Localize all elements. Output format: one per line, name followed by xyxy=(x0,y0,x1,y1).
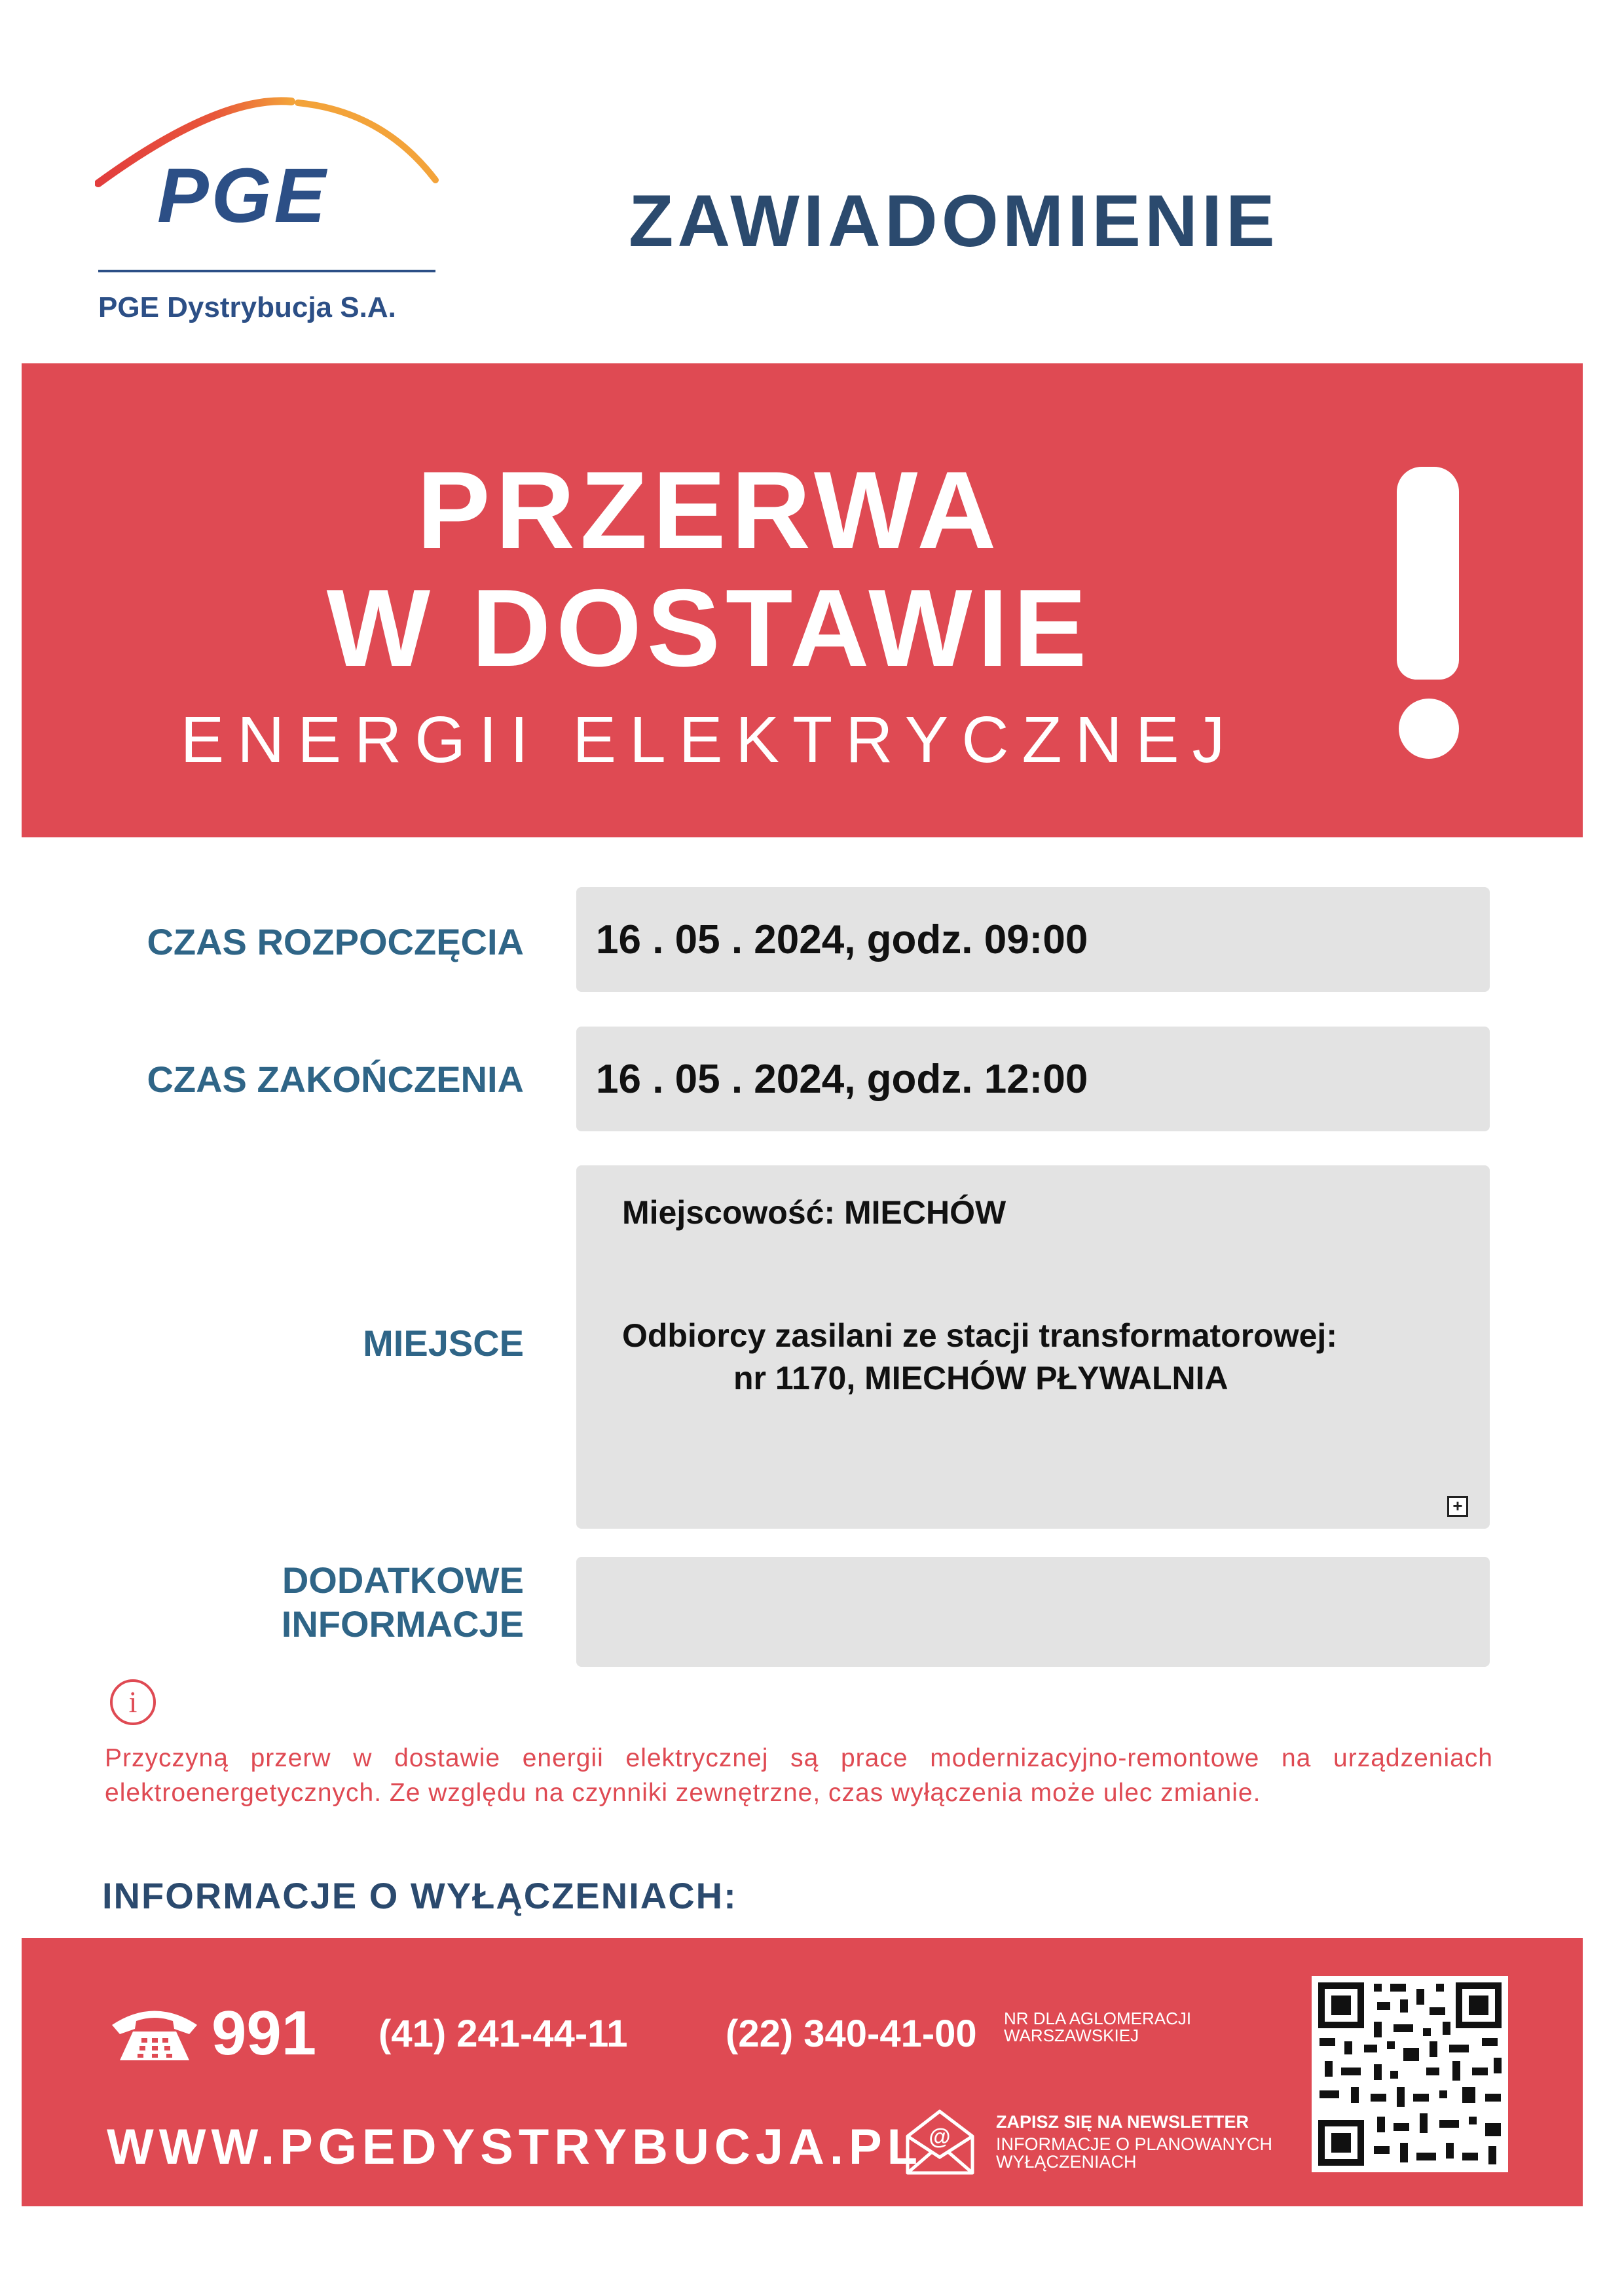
extra-info-label-line-1: DODATKOWE xyxy=(282,1559,524,1601)
place-box xyxy=(576,1165,1490,1529)
contact-footer xyxy=(22,1938,1583,2206)
end-time-box xyxy=(576,1027,1490,1131)
phone-note-line-1: NR DLA AGLOMERACJI xyxy=(1004,2009,1192,2028)
extra-info-label xyxy=(105,1558,524,1646)
start-time-value: 16 . 05 . 2024, godz. 09:00 xyxy=(596,917,1088,962)
newsletter-subtitle-line-2: WYŁĄCZENIACH xyxy=(996,2152,1137,2172)
place-town: Miejscowość: MIECHÓW xyxy=(622,1194,1006,1231)
svg-text:@: @ xyxy=(929,2124,951,2149)
extra-info-box xyxy=(576,1557,1490,1667)
phone-number-1[interactable]: (41) 241-44-11 xyxy=(378,2013,628,2055)
info-icon: i xyxy=(110,1679,156,1725)
notice-text: Przyczyną przerw w dostawie energii elektrycznej są prace modernizacyjno-remontowe na urządzeniach elektroenergetycznych. Ze względu na czynniki zewnętrzne, czas wyłączenia może ulec zmianie. xyxy=(105,1744,1493,1807)
newsletter-subtitle xyxy=(996,2136,1284,2171)
end-time-value: 16 . 05 . 2024, godz. 12:00 xyxy=(596,1057,1088,1102)
website-link[interactable]: WWW.PGEDYSTRYBUCJA.PL xyxy=(107,2119,923,2175)
place-station-line-2: nr 1170, MIECHÓW PŁYWALNIA xyxy=(733,1360,1228,1396)
start-time-box xyxy=(576,887,1490,992)
qr-code[interactable] xyxy=(1312,1976,1508,2172)
company-name: PGE Dystrybucja S.A. xyxy=(98,291,396,323)
expand-plus-icon[interactable]: + xyxy=(1447,1496,1468,1517)
place-station xyxy=(622,1315,1473,1400)
outage-info-heading: INFORMACJE O WYŁĄCZENIACH: xyxy=(102,1875,737,1916)
newsletter-mail-icon xyxy=(902,2105,978,2177)
banner-line-2: W DOSTAWIE xyxy=(326,566,1092,689)
phone-icon xyxy=(105,2000,204,2066)
phone-number-2[interactable]: (22) 340-41-00 xyxy=(726,2013,977,2055)
banner-line-3: ENERGII ELEKTRYCZNEJ xyxy=(180,703,1238,776)
place-label: MIEJSCE xyxy=(363,1322,524,1364)
pge-logo-text: PGE xyxy=(157,153,329,239)
document-title: ZAWIADOMIENIE xyxy=(629,180,1279,262)
newsletter-subtitle-line-1: INFORMACJE O PLANOWANYCH xyxy=(996,2134,1273,2154)
start-time-label: CZAS ROZPOCZĘCIA xyxy=(147,921,524,962)
banner-line-1: PRZERWA xyxy=(416,448,1002,572)
place-station-line-1: Odbiorcy zasilani ze stacji transformatorowej: xyxy=(622,1317,1337,1354)
end-time-label: CZAS ZAKOŃCZENIA xyxy=(147,1059,524,1100)
outage-banner xyxy=(22,363,1583,837)
emergency-number[interactable]: 991 xyxy=(212,1998,317,2068)
phone-note-line-2: WARSZAWSKIEJ xyxy=(1004,2026,1139,2045)
logo-underline xyxy=(98,270,435,272)
phone-number-2-note xyxy=(1004,2010,1213,2044)
extra-info-label-line-2: INFORMACJE xyxy=(281,1603,524,1645)
newsletter-title[interactable]: ZAPISZ SIĘ NA NEWSLETTER xyxy=(996,2112,1249,2132)
